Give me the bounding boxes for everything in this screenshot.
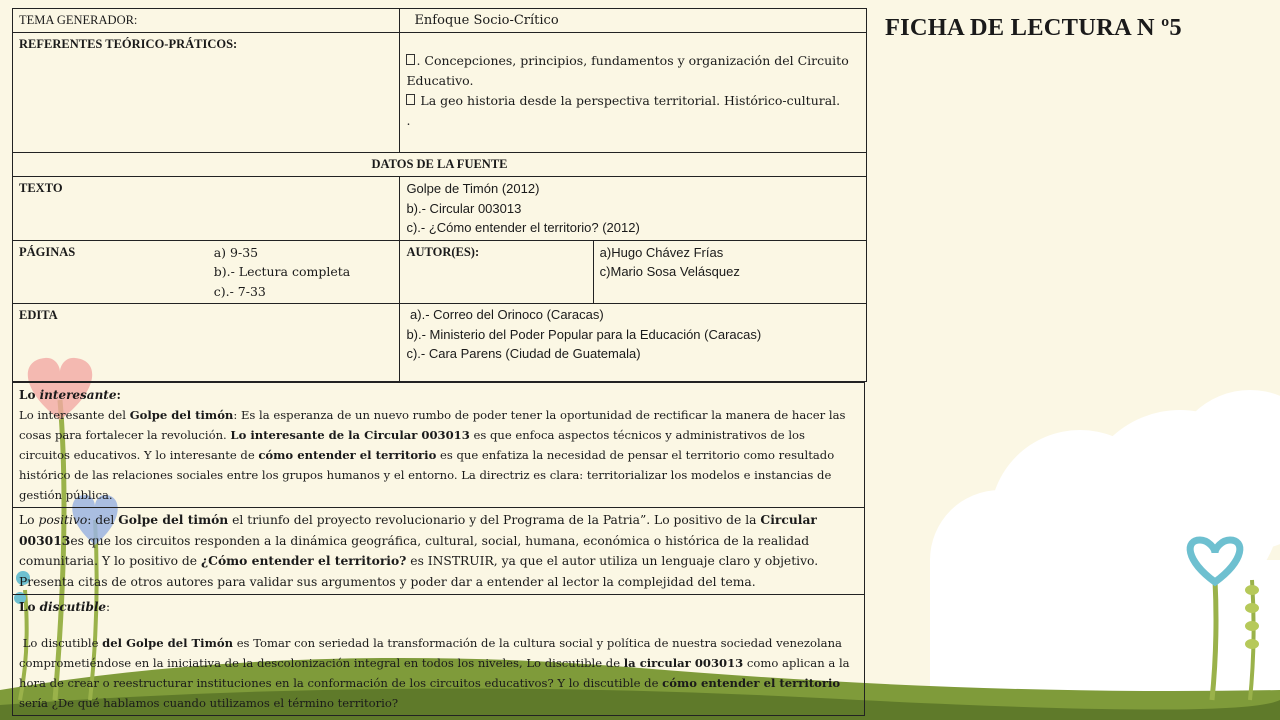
bud-icon [1245, 603, 1259, 613]
bud-icon [1245, 639, 1259, 649]
discutible-text: Lo discutible del Golpe del Timón es Tomar con seriedad la transformación de la cultura social y política de nuestra sociedad venezolana comprometiéndose en la iniciativa de la descolonización integral en todos los niveles, Lo discutible de la circular 003013 como aplican a la hora de crear o reestructurar instituciones en la conformación de los circuitos educativos? Y lo discutible de cómo entender el territorio sería ¿De qué hablamos cuando utilizamos el término territorio? [19, 636, 850, 710]
table-row [13, 153, 867, 177]
discutible-label: Lo discutible: [19, 600, 111, 614]
paginas-list: a) 9-35 b).- Lectura completa c).- 7-33 [208, 240, 400, 304]
table-row [13, 177, 867, 241]
texto-label: TEXTO [13, 177, 400, 241]
referente-item: . Concepciones, principios, fundamentos y organización del Circuito Educativo. [406, 53, 849, 88]
square-bullet-icon [406, 54, 415, 65]
table-row [13, 383, 865, 508]
table-row [13, 33, 867, 153]
discutible-cell [13, 595, 865, 716]
tema-value: Enfoque Socio-Crítico [400, 9, 867, 33]
referente-item: . [406, 113, 411, 128]
page-title: FICHA DE LECTURA N º5 [885, 14, 1182, 41]
source-table [12, 8, 867, 382]
bud-icon [1245, 585, 1259, 595]
table-row [13, 508, 865, 595]
edita-label: EDITA [13, 304, 400, 382]
edita-list: a).- Correo del Orinoco (Caracas) b).- Ministerio del Poder Popular para la Educación (Caracas) c).- Cara Parens (Ciudad de Guatemala) [400, 304, 867, 382]
positivo-cell [13, 508, 865, 595]
paginas-label: PÁGINAS [13, 240, 208, 304]
tema-label: TEMA GENERADOR: [13, 9, 400, 33]
positivo-text: Lo positivo: del Golpe del timón el triunfo del proyecto revolucionario y del Programa de la Patria”. Lo positivo de la Circular 003013es que los circuitos responden a la dinámica geográfica, cultural, social, humana, económica o histórica de la realidad comunitaria. Y lo positivo de ¿Cómo entender el territorio? es INSTRUIR, ya que el autor utiliza un lenguaje claro y objetivo. Presenta citas de otros autores para validar sus argumentos y poder dar a entender al lector la complejidad del tema. [19, 512, 819, 589]
analysis-table [12, 382, 865, 716]
square-bullet-icon [406, 94, 415, 105]
table-row [13, 240, 867, 304]
referente-item: La geo historia desde la perspectiva territorial. Histórico-cultural. [406, 91, 860, 111]
cloud-shape [930, 390, 1280, 720]
table-row [13, 9, 867, 33]
interesante-text: Lo interesante del Golpe del timón: Es la esperanza de un nuevo rumbo de poder tener la oportunidad de rectificar la manera de hacer las cosas para fortalecer la revolución. Lo interesante de la Circular 003013 es que enfoca aspectos técnicos y administrativos de los circuitos educativos. Y lo interesante de cómo entender el territorio es que enfatiza la necesidad de pensar el territorio como resultado histórico de las relaciones sociales entre los grupos humanos y el entorno. La directriz es clara: territorializar los modelos e instancias de gestión pública. [19, 408, 846, 502]
autor-label: AUTOR(ES): [400, 240, 593, 304]
referentes-label: REFERENTES TEÓRICO-PRÁTICOS: [13, 33, 400, 153]
interesante-label: Lo interesante: [19, 388, 121, 402]
table-row [13, 595, 865, 716]
texto-list: Golpe de Timón (2012) b).- Circular 003013 c).- ¿Cómo entender el territorio? (2012) [400, 177, 867, 241]
fuente-header: DATOS DE LA FUENTE [13, 153, 867, 177]
reading-card [12, 8, 867, 711]
bud-icon [1245, 621, 1259, 631]
interesante-cell [13, 383, 865, 508]
referentes-list [400, 33, 867, 153]
table-row [13, 304, 867, 382]
autor-list: a)Hugo Chávez Frías c)Mario Sosa Velásquez [593, 240, 866, 304]
